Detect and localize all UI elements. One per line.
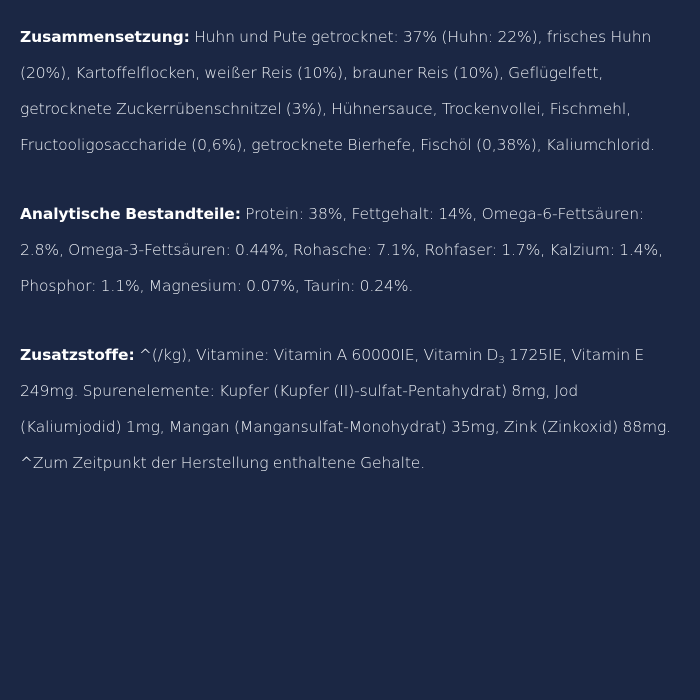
composition-section: [20, 19, 680, 163]
composition-text: Huhn und Pute getrocknet: 37% (Huhn: 22%), frisches Huhn (20%), Kartoffelflocken, weißer Reis (10%), brauner Reis (10%), Geflügelfett, getrocknete Zuckerrübenschnitzel (3%), Hühnersauce, Trockenvollei, Fischmehl, Fructooligosaccharide (0,6%), getrocknete Bierhefe, Fischöl (0,38%), Kaliumchlorid.: [20, 28, 655, 154]
analytical-text: Protein: 38%, Fettgehalt: 14%, Omega-6-Fettsäuren: 2.8%, Omega-3-Fettsäuren: 0.44%, Rohasche: 7.1%, Rohfaser: 1.7%, Kalzium: 1.4%, Phosphor: 1.1%, Magnesium: 0.07%, Taurin: 0.24%.: [20, 205, 663, 295]
analytical-body: [20, 205, 663, 295]
analytical-section: [20, 196, 680, 304]
additives-body: [20, 346, 671, 472]
vitamin-d-subscript: 3: [498, 355, 505, 366]
additives-label: Zusatzstoffe:: [20, 346, 135, 364]
composition-label: Zusammensetzung:: [20, 28, 190, 46]
additives-section: [20, 337, 680, 481]
analytical-label: Analytische Bestandteile:: [20, 205, 241, 223]
composition-body: [20, 28, 655, 154]
additives-text-before: ^(/kg), Vitamine: Vitamin A 60000IE, Vitamin D: [134, 346, 499, 364]
additives-text-after: 1725IE, Vitamin E 249mg. Spurenelemente: Kupfer (Kupfer (II)-sulfat-Pentahydrat) 8mg, Jod (Kaliumjodid) 1mg, Mangan (Mangansulfat-Monohydrat) 35mg, Zink (Zinkoxid) 88mg. ^Zum Zeitpunkt der Herstellung enthaltene Gehalte.: [20, 346, 671, 472]
